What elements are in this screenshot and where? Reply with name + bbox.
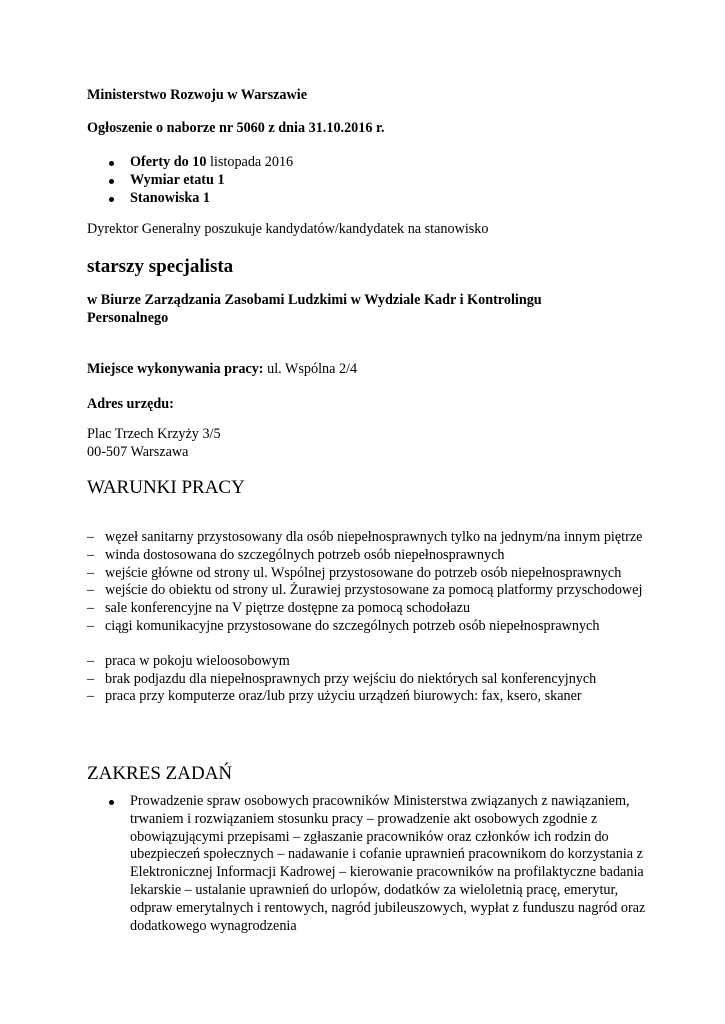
condition-item (87, 618, 647, 636)
tasks-heading: ZAKRES ZADAŃ (87, 763, 233, 784)
condition-item (87, 653, 647, 671)
condition-item (87, 688, 647, 706)
spacer (87, 636, 647, 653)
condition-item (87, 582, 647, 600)
condition-text: winda dostosowana do szczególnych potrzeb osób niepełnosprawnych (105, 546, 505, 563)
condition-item (87, 600, 647, 618)
bullet-icon (109, 179, 114, 184)
dash-icon: – (87, 546, 95, 563)
summary-item-employment (87, 172, 587, 190)
tasks-list (87, 793, 647, 935)
condition-item (87, 547, 647, 565)
department-text: w Biurze Zarządzania Zasobami Ludzkimi w Wydziale Kadr i Kontrolingu Personalnego (87, 292, 542, 326)
positions-text: Stanowiska 1 (130, 190, 211, 206)
task-text: Prowadzenie spraw osobowych pracowników Ministerstwa związanych z nawiązaniem, trwaniem i rozwiązaniem stosunku pracy – prowadzenie akt osobowych zgodnie z obowiązującymi przepisami – zgłaszanie pracowników oraz członków ich rodzin do ubezpieczeń społecznych – nadawanie i cofanie uprawnień pracownikom do korzystania z Elektronicznej Informacji Kadrowej – kierowanie pracowników na profilaktyczne badania lekarskie – ustalanie uprawnień do urlopów, dodatków za wieloletnią pracę, emerytur, odpraw emerytalnych i rentowych, nagród jubileuszowych, wypłat z funduszu nagród oraz dodatkowego wynagrodzenia (130, 793, 646, 934)
dash-icon: – (87, 564, 95, 581)
condition-item (87, 671, 647, 689)
bullet-icon (109, 161, 114, 166)
workplace-line (87, 361, 357, 379)
dash-icon: – (87, 670, 95, 687)
office-label: Adres urzędu: (87, 396, 174, 412)
bullet-icon (109, 197, 114, 202)
condition-text: węzeł sanitarny przystosowany dla osób niepełnosprawnych tylko na jednym/na innym piętrze (105, 529, 643, 545)
condition-text: wejście główne od strony ul. Wspólnej przystosowane do potrzeb osób niepełnosprawnych (105, 564, 622, 581)
summary-item-offers (87, 154, 587, 172)
condition-text: praca przy komputerze oraz/lub przy użyciu urządzeń biurowych: fax, ksero, skaner (105, 688, 582, 705)
condition-text: brak podjazdu dla niepełnosprawnych przy wejściu do niektórych sal konferencyjnych (105, 670, 597, 687)
offers-value: listopada 2016 (206, 154, 294, 170)
summary-list (87, 154, 587, 208)
condition-text: wejście do obiektu od strony ul. Żurawiej przystosowane za pomocą platformy przyschodowej (105, 582, 643, 599)
condition-item (87, 565, 647, 583)
dash-icon: – (87, 617, 95, 634)
summary-item-positions (87, 190, 587, 208)
dash-icon: – (87, 529, 95, 545)
dash-icon: – (87, 600, 95, 617)
offers-label: Oferty do 10 (130, 154, 207, 170)
job-title: starszy specjalista (87, 256, 234, 277)
bullet-icon (109, 800, 114, 805)
condition-text: praca w pokoju wieloosobowym (105, 652, 290, 669)
dash-icon: – (87, 688, 95, 705)
condition-item (87, 529, 647, 547)
dash-icon: – (87, 582, 95, 599)
intro-text: Dyrektor Generalny poszukuje kandydatów/kandydatek na stanowisko (87, 221, 489, 237)
announcement-title: Ogłoszenie o naborze nr 5060 z dnia 31.10.2016 r. (87, 120, 385, 136)
workplace-value: ul. Wspólna 2/4 (263, 361, 358, 377)
office-address (87, 426, 221, 462)
task-item (87, 793, 647, 935)
ministry-name: Ministerstwo Rozwoju w Warszawie (87, 87, 308, 103)
conditions-list (87, 529, 647, 706)
conditions-heading: WARUNKI PRACY (87, 477, 245, 498)
workplace-label: Miejsce wykonywania pracy: (87, 361, 264, 377)
condition-text: ciągi komunikacyjne przystosowane do szczególnych potrzeb osób niepełnosprawnych (105, 617, 600, 634)
dash-icon: – (87, 652, 95, 669)
address-line-2: 00-507 Warszawa (87, 443, 189, 460)
employment-text: Wymiar etatu 1 (130, 172, 225, 188)
address-line-1: Plac Trzech Krzyży 3/5 (87, 426, 221, 442)
condition-text: sale konferencyjne na V piętrze dostępne za pomocą schodołazu (105, 600, 471, 617)
